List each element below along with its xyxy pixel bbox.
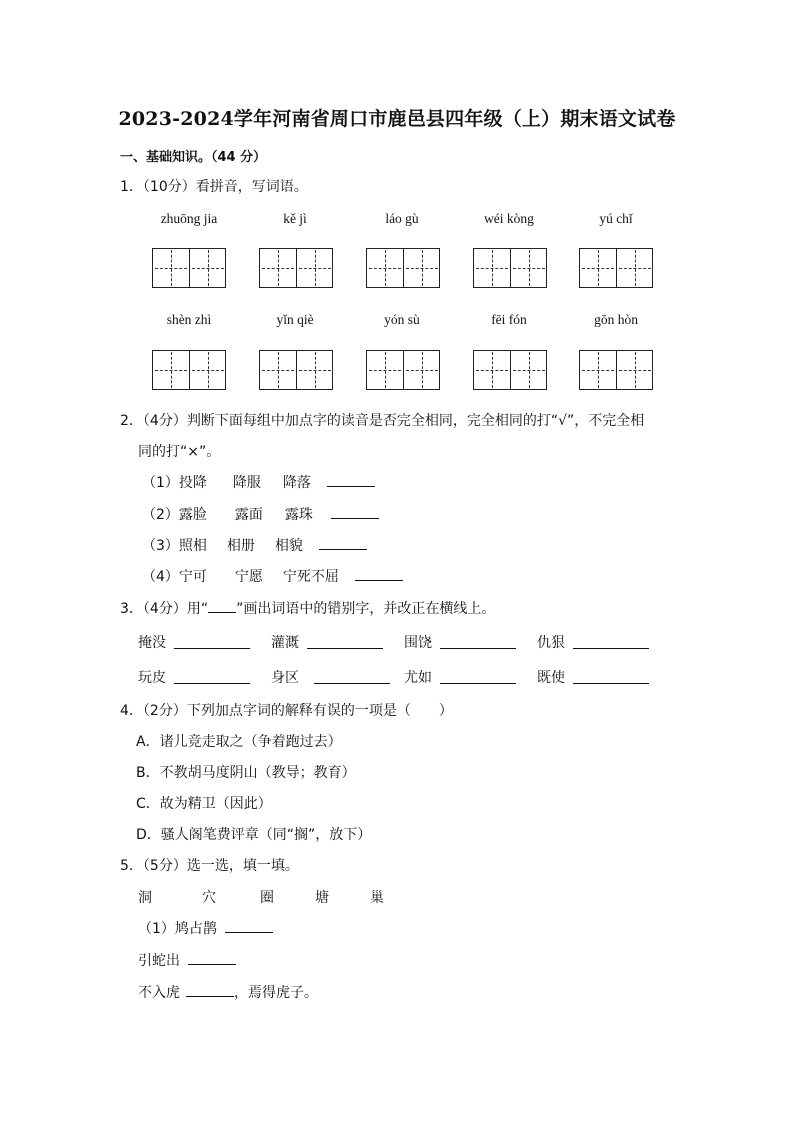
item-number: （2） (142, 507, 179, 523)
word: 露珠 (284, 507, 313, 523)
answer-blank[interactable] (314, 671, 390, 684)
writing-grid-box[interactable] (152, 248, 226, 288)
answer-blank[interactable] (355, 568, 403, 581)
question-1-stem: 1．（10分）看拼音，写词语。 (120, 179, 308, 195)
writing-grid-box[interactable] (579, 350, 653, 390)
choice-word: 穴 (202, 890, 216, 906)
answer-blank[interactable] (188, 952, 236, 965)
q3-word: 围饶 (404, 635, 432, 651)
question-3-stem (120, 598, 495, 618)
q3-word: 既使 (537, 670, 565, 686)
writing-grid-box[interactable] (473, 248, 547, 288)
answer-blank[interactable] (186, 984, 234, 997)
item-number: （3） (142, 538, 179, 554)
answer-blank[interactable] (331, 506, 379, 519)
word: 宁死不屈 (282, 569, 339, 585)
stem-text: ”画出词语中的错别字，并改正在横线上。 (236, 601, 496, 617)
pinyin-label: yú chǐ (599, 211, 633, 226)
writing-grid-box[interactable] (152, 350, 226, 390)
word: 降落 (282, 475, 311, 491)
page-title: 2023-2024学年河南省周口市鹿邑县四年级（上）期末语文试卷 (118, 108, 676, 130)
item-text: 引蛇出 (138, 953, 180, 969)
word: 照相 (178, 538, 207, 554)
answer-blank[interactable] (225, 920, 273, 933)
word: 宁愿 (234, 569, 263, 585)
answer-blank[interactable] (327, 474, 375, 487)
pinyin-label: zhuōng jia (160, 211, 218, 226)
answer-blank[interactable] (440, 636, 516, 649)
underline-sample (208, 600, 236, 613)
option-d[interactable]: D．骚人阁笔费评章（同“搁”，放下） (136, 827, 372, 843)
pinyin-label: kě jì (283, 211, 307, 226)
answer-blank[interactable] (573, 671, 649, 684)
q2-item-1 (142, 472, 375, 492)
item-text: （1）鸠占鹊 (138, 921, 217, 937)
pinyin-label: yǐn qiè (276, 312, 314, 327)
word: 宁可 (178, 569, 207, 585)
q2-item-4 (142, 566, 403, 586)
option-a[interactable]: A．诸儿竞走取之（争着跑过去） (136, 734, 342, 750)
word: 投降 (178, 475, 207, 491)
answer-blank[interactable] (573, 636, 649, 649)
q2-item-3 (142, 535, 367, 555)
word: 降服 (232, 475, 261, 491)
q3-word: 仇狠 (537, 635, 565, 651)
q5-item-2 (138, 950, 236, 970)
q3-word: 灌溉 (271, 635, 299, 651)
choice-word: 圈 (260, 890, 274, 906)
pinyin-label: yón sù (384, 312, 420, 327)
choice-word: 巢 (370, 890, 384, 906)
q3-word: 掩没 (138, 635, 166, 651)
answer-blank[interactable] (319, 537, 367, 550)
section-heading: 一、基础知识。（44 分） (120, 150, 267, 165)
answer-blank[interactable] (174, 636, 250, 649)
q3-word: 玩皮 (138, 670, 166, 686)
word: 相册 (226, 538, 255, 554)
pinyin-label: shèn zhì (166, 312, 212, 327)
question-4-stem: 4．（2分）下列加点字词的解释有误的一项是（ ） (120, 703, 453, 719)
pinyin-label: láo gù (385, 211, 419, 226)
word: 露脸 (178, 507, 207, 523)
writing-grid-box[interactable] (366, 350, 440, 390)
item-number: （4） (142, 569, 179, 585)
writing-grid-box[interactable] (259, 248, 333, 288)
item-text: ，焉得虎子。 (234, 985, 318, 1001)
q3-word: 身区 (271, 670, 299, 686)
choice-word: 塘 (315, 890, 329, 906)
answer-blank[interactable] (440, 671, 516, 684)
option-c[interactable]: C．故为精卫（因此） (136, 796, 272, 812)
answer-blank[interactable] (307, 636, 383, 649)
question-5-stem: 5．（5分）选一选，填一填。 (120, 858, 299, 874)
stem-text: 3．（4分）用“ (120, 601, 209, 617)
q2-item-2 (142, 504, 379, 524)
writing-grid-box[interactable] (366, 248, 440, 288)
writing-grid-box[interactable] (579, 248, 653, 288)
question-2-stem: 2．（4分）判断下面每组中加点字的读音是否完全相同，完全相同的打“√”，不完全相 (120, 413, 645, 429)
writing-grid-box[interactable] (259, 350, 333, 390)
answer-blank[interactable] (174, 671, 250, 684)
q3-word: 尤如 (404, 670, 432, 686)
option-b[interactable]: B．不教胡马度阴山（教导；教育） (136, 765, 356, 781)
word: 露面 (234, 507, 263, 523)
pinyin-label: gōn hòn (594, 312, 638, 327)
pinyin-label: fēi fón (491, 312, 527, 327)
choice-word: 洞 (138, 890, 152, 906)
pinyin-label: wéi kòng (484, 211, 534, 226)
question-2-stem-cont: 同的打“×”。 (138, 444, 221, 460)
q5-item-3 (138, 982, 318, 1002)
item-number: （1） (142, 475, 179, 491)
word: 相貌 (274, 538, 303, 554)
writing-grid-box[interactable] (473, 350, 547, 390)
item-text: 不入虎 (138, 985, 180, 1001)
q5-item-1 (138, 918, 273, 938)
